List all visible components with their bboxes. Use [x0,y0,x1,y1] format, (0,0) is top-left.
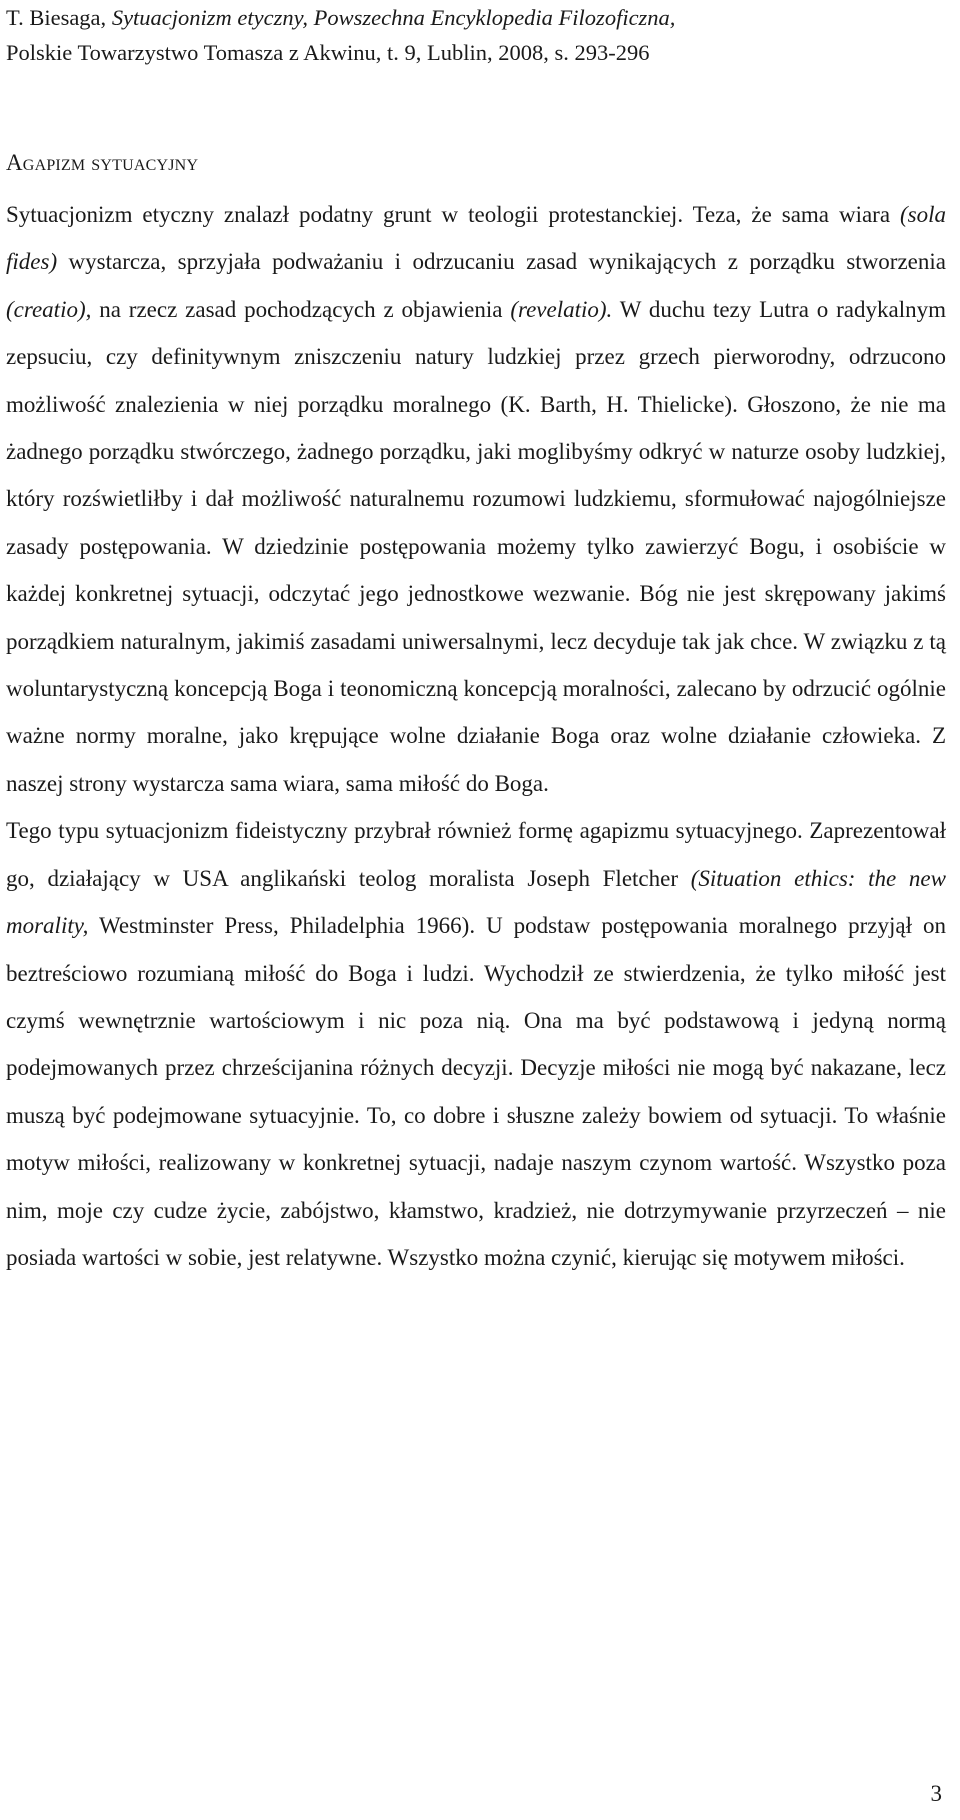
italic-phrase: (creatio), [6,296,92,322]
page-number: 3 [930,1781,942,1806]
citation-publisher: Polskie Towarzystwo Tomasza z Akwinu, t. 9, Lublin, 2008, s. 293-296 [6,40,650,65]
paragraph [6,191,946,807]
citation-author: T. Biesaga, [6,5,112,30]
text-run: Westminster Press, Philadelphia 1966). U podstaw postępowania moralnego przyjął on beztreściowo rozumianą miłość do Boga i ludzi. Wychodził ze stwierdzenia, że tylko miłość jest czymś wewnętrznie wartościowym i nic poza nią. Ona ma być podstawową i jedyną normą podejmowanych przez chrześcijanina różnych decyzji. Decyzje miłości nie mogą być nakazane, lecz muszą być podejmowane sytuacyjnie. To, co dobre i słuszne zależy bowiem od sytuacji. To właśnie motyw miłości, realizowany w konkretnej sytuacji, nadaje naszym czynom wartość. Wszystko poza nim, moje czy cudze życie, zabójstwo, kłamstwo, kradzież, nie dotrzymywanie przyrzeczeń – nie posiada wartości w sobie, jest relatywne. Wszystko można czynić, kierując się motywem miłości. [6,913,946,1270]
citation-line-1 [6,0,946,35]
body-text [6,191,946,1281]
italic-phrase: (sola fides) [6,202,946,275]
text-run: wystarcza, sprzyjała podważaniu i odrzucaniu zasad wynikających z porządku stworzenia [57,249,946,275]
citation [6,0,946,70]
text-run: W duchu tezy Lutra o radykalnym zepsuciu, czy definitywnym zniszczeniu natury ludzkiej przez grzech pierworodny, odrzucono możliwość znalezienia w niej porządku moralnego (K. Barth, H. Thielicke). Głoszono, że nie ma żadnego porządku stwórczego, żadnego porządku, jaki moglibyśmy odkryć w naturze osoby ludzkiej, który rozświetliłby i dał możliwość naturalnemu rozumowi ludzkiemu, sformułować najogólniejsze zasady postępowania. W dziedzinie postępowania możemy tylko zawierzyć Bogu, i osobiście w każdej konkretnej sytuacji, odczytać jego jednostkowe wezwanie. Bóg nie jest skrępowany jakimś porządkiem naturalnym, jakimiś zasadami uniwersalnymi, lecz decyduje tak jak chce. W związku z tą woluntarystyczną koncepcją Boga i teonomiczną koncepcją moralności, zalecano by odrzucić ogólnie ważne normy moralne, jako krępujące wolne działanie Boga oraz wolne działanie człowieka. Z naszej strony wystarcza sama wiara, sama miłość do Boga. [6,296,947,796]
citation-title: Sytuacjonizm etyczny, Powszechna Encyklopedia Filozoficzna, [111,5,676,30]
text-run: Tego typu sytuacjonizm fideistyczny przybrał również formę agapizmu sytuacyjnego. Zaprezentował go, działający w USA anglikański teolog moralista Joseph Fletcher [6,818,946,891]
italic-phrase: (Situation ethics: the new morality, [6,865,946,939]
text-run: Sytuacjonizm etyczny znalazł podatny grunt w teologii protestanckiej. Teza, że sama wiara [6,202,900,227]
section-heading: Agapizm sytuacyjny [6,150,199,175]
italic-phrase: (revelatio). [510,296,613,322]
text-run: na rzecz zasad pochodzących z objawienia [91,296,511,322]
paragraph [6,807,946,1281]
